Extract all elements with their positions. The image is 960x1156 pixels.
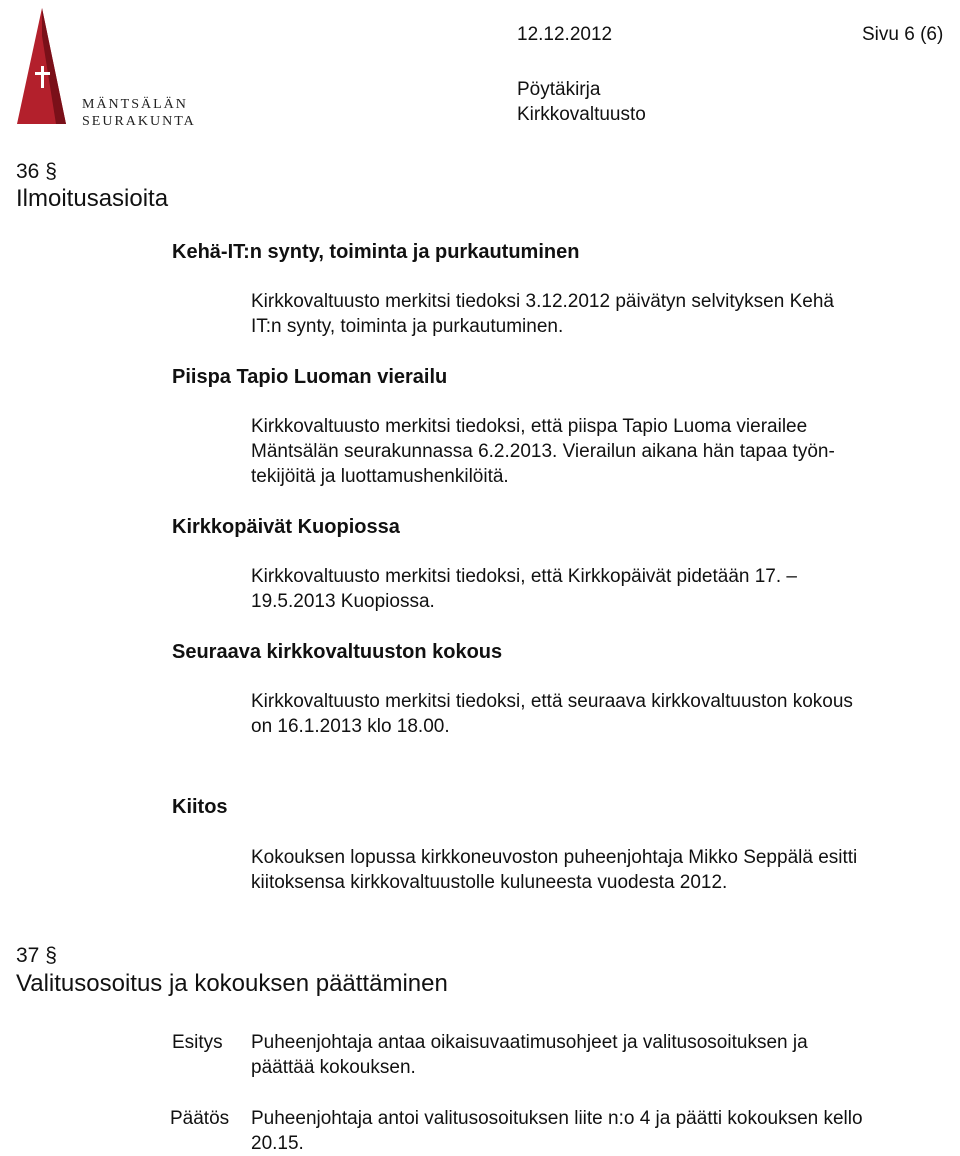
section-title: Valitusosoitus ja kokouksen päättäminen	[16, 970, 448, 997]
text-line: Puheenjohtaja antaa oikaisuvaatimusohjeet ja valitusosoituksen ja	[251, 1032, 808, 1053]
item-heading: Kiitos	[172, 796, 228, 818]
text-line: päättää kokouksen.	[251, 1057, 416, 1078]
item-heading: Seuraava kirkkovaltuuston kokous	[172, 641, 503, 663]
header-date: 12.12.2012	[517, 24, 613, 45]
text-line: Puheenjohtaja antoi valitusosoituksen liite n:o 4 ja päätti kokouksen kello	[251, 1108, 863, 1129]
section-number: 37 §	[16, 944, 57, 967]
logo-text-line2: SEURAKUNTA	[82, 114, 194, 129]
item-text	[251, 289, 951, 339]
text-line: 19.5.2013 Kuopiossa.	[251, 591, 435, 612]
text-line: Kokouksen lopussa kirkkoneuvoston puheenjohtaja Mikko Seppälä esitti	[251, 847, 858, 868]
item-text	[251, 414, 951, 489]
text-line: on 16.1.2013 klo 18.00.	[251, 716, 450, 737]
row-text	[251, 1106, 960, 1156]
text-line: Kirkkovaltuusto merkitsi tiedoksi, että Kirkkopäivät pidetään 17. –	[251, 566, 797, 587]
text-line: kiitoksensa kirkkovaltuustolle kuluneesta vuodesta 2012.	[251, 872, 728, 893]
row-label: Esitys	[172, 1032, 223, 1053]
text-line: IT:n synty, toiminta ja purkautuminen.	[251, 316, 564, 337]
text-line: 20.15.	[251, 1133, 304, 1154]
header-body-name: Kirkkovaltuusto	[517, 104, 646, 125]
row-label: Päätös	[170, 1108, 230, 1129]
text-line: Kirkkovaltuusto merkitsi tiedoksi, että seuraava kirkkovaltuuston kokous	[251, 691, 853, 712]
item-heading: Kehä-IT:n synty, toiminta ja purkautuminen	[172, 241, 580, 263]
row-text	[251, 1030, 960, 1080]
text-line: Mäntsälän seurakunnassa 6.2.2013. Vierailun aikana hän tapaa työn-	[251, 441, 835, 462]
header-doc-type: Pöytäkirja	[517, 79, 601, 100]
section-number: 36 §	[16, 160, 57, 183]
text-line: tekijöitä ja luottamushenkilöitä.	[251, 466, 509, 487]
item-text	[251, 564, 951, 614]
text-line: Kirkkovaltuusto merkitsi tiedoksi 3.12.2012 päivätyn selvityksen Kehä	[251, 291, 834, 312]
header-page-number: Sivu 6 (6)	[862, 24, 944, 45]
item-heading: Kirkkopäivät Kuopiossa	[172, 516, 400, 538]
parish-logo	[14, 6, 194, 130]
item-text	[251, 845, 960, 895]
text-line: Kirkkovaltuusto merkitsi tiedoksi, että piispa Tapio Luoma vierailee	[251, 416, 808, 437]
item-heading: Piispa Tapio Luoman vierailu	[172, 366, 448, 388]
item-text	[251, 689, 960, 739]
logo-text-line1: MÄNTSÄLÄN	[82, 97, 188, 112]
section-title: Ilmoitusasioita	[16, 185, 169, 212]
